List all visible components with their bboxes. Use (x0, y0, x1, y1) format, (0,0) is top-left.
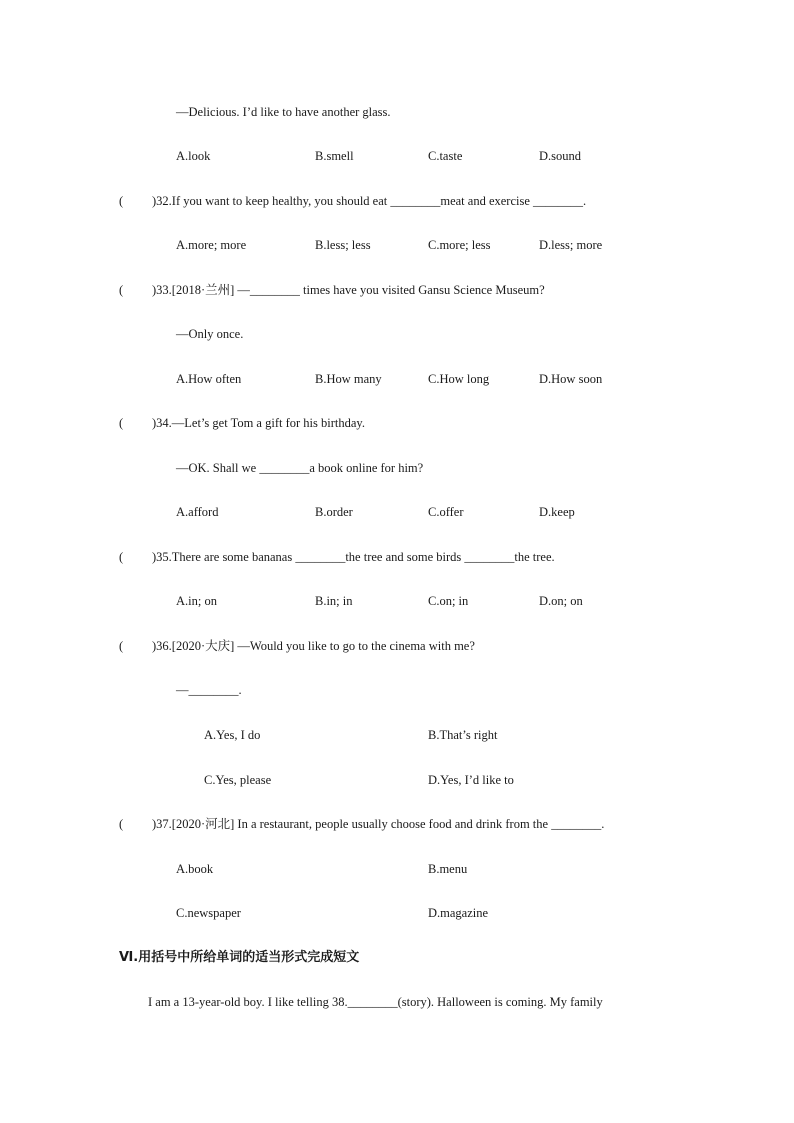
q37-option-a: A.book (176, 862, 214, 876)
q34-option-b: B.order (315, 505, 353, 519)
q32-stem: )32.If you want to keep healthy, you should eat ________meat and exercise ________. (152, 194, 587, 208)
q35-stem: )35.There are some bananas ________the tree and some birds ________the tree. (152, 550, 555, 564)
q37-stem: )37.[2020·河北] In a restaurant, people usually choose food and drink from the ________. (152, 817, 605, 831)
q33-option-c: C.How long (428, 372, 490, 386)
q36-option-c: C.Yes, please (204, 773, 272, 787)
q31-option-b: B.smell (315, 149, 354, 163)
q37-option-c: C.newspaper (176, 906, 241, 920)
q33-option-d: D.How soon (539, 372, 603, 386)
q35-option-c: C.on; in (428, 594, 469, 608)
q32-option-b: B.less; less (315, 238, 371, 252)
q36-stem: )36.[2020·大庆] —Would you like to go to the cinema with me? (152, 639, 475, 653)
q37-option-b: B.menu (428, 862, 468, 876)
q36-answer-paren[interactable]: ( (119, 639, 124, 653)
q34-reply: —OK. Shall we ________a book online for him? (176, 461, 424, 475)
q33-option-a: A.How often (176, 372, 242, 386)
q32-answer-paren[interactable]: ( (119, 194, 124, 208)
q34-option-c: C.offer (428, 505, 464, 519)
q33-stem: )33.[2018·兰州] —________ times have you visited Gansu Science Museum? (152, 283, 545, 297)
q37-answer-paren[interactable]: ( (119, 817, 124, 831)
passage-text: I am a 13-year-old boy. I like telling 38.________(story). Halloween is coming. My family (148, 995, 603, 1009)
q36-option-a: A.Yes, I do (204, 728, 261, 742)
q34-option-a: A.afford (176, 505, 219, 519)
q32-option-c: C.more; less (428, 238, 491, 252)
q31-option-c: C.taste (428, 149, 463, 163)
q32-option-d: D.less; more (539, 238, 603, 252)
q32-option-a: A.more; more (176, 238, 247, 252)
q34-answer-paren[interactable]: ( (119, 416, 124, 430)
q35-answer-paren[interactable]: ( (119, 550, 124, 564)
q33-answer-paren[interactable]: ( (119, 283, 124, 297)
q36-reply: —________. (176, 683, 242, 697)
q34-stem: )34.—Let’s get Tom a gift for his birthday. (152, 416, 365, 430)
section-heading: Ⅵ.用括号中所给单词的适当形式完成短文 (119, 950, 360, 965)
q36-option-d: D.Yes, I’d like to (428, 773, 514, 787)
q35-option-b: B.in; in (315, 594, 353, 608)
q35-option-d: D.on; on (539, 594, 583, 608)
q31-option-a: A.look (176, 149, 211, 163)
q35-option-a: A.in; on (176, 594, 217, 608)
q31-option-d: D.sound (539, 149, 582, 163)
q37-option-d: D.magazine (428, 906, 489, 920)
q36-option-b: B.That’s right (428, 728, 498, 742)
q33-reply: —Only once. (176, 327, 244, 341)
q34-option-d: D.keep (539, 505, 575, 519)
q31-reply: —Delicious. I’d like to have another glass. (176, 105, 391, 119)
q33-option-b: B.How many (315, 372, 382, 386)
